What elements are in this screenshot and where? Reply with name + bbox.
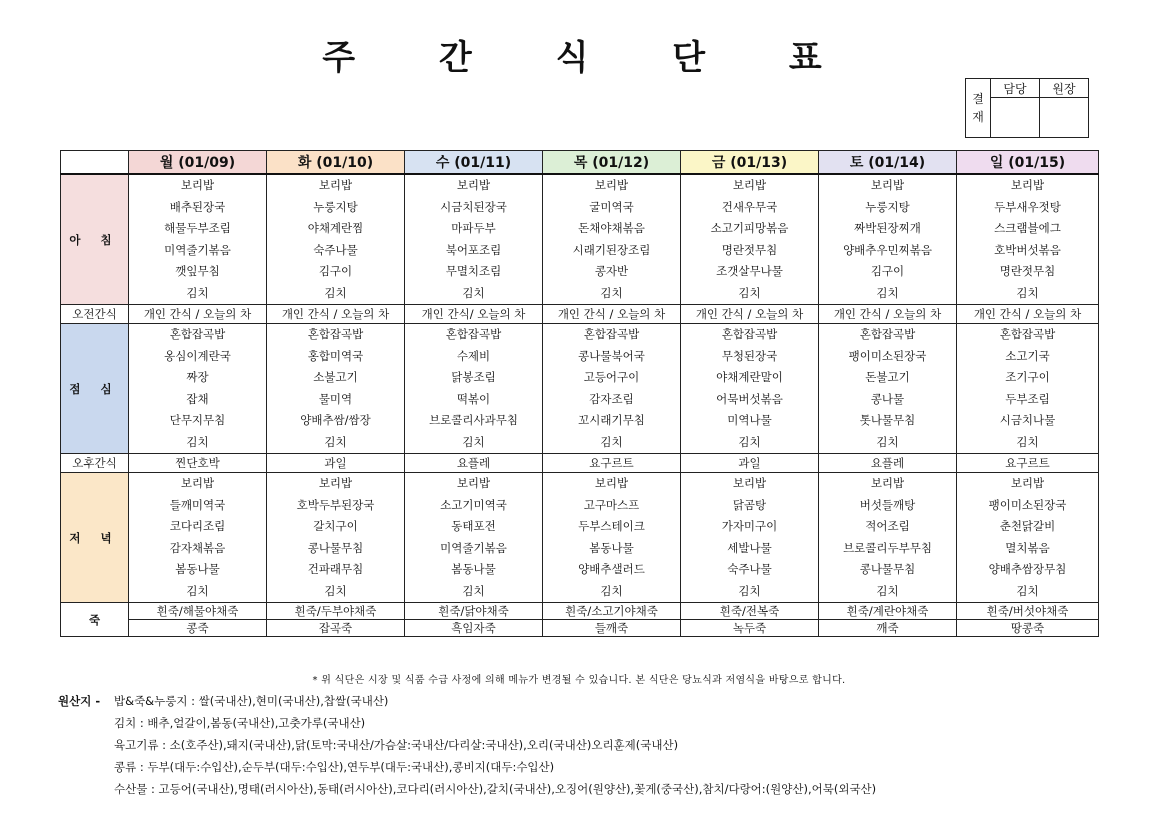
menu-item: 누룽지탕 bbox=[865, 199, 910, 214]
afternoon-snack-cell-wed: 요플레 bbox=[405, 454, 543, 473]
juk-cell-1-mon: 흰죽/해물야채죽 bbox=[129, 603, 267, 620]
breakfast-label: 아 침 bbox=[61, 174, 129, 305]
menu-item: 김치 bbox=[600, 434, 623, 449]
afternoon-snack-cell-fri: 과일 bbox=[681, 454, 819, 473]
menu-item: 시금치된장국 bbox=[440, 199, 507, 214]
menu-item: 야채계란말이 bbox=[716, 370, 783, 384]
afternoon-snack-cell-tue: 과일 bbox=[267, 454, 405, 473]
breakfast-cell-wed bbox=[405, 174, 543, 305]
menu-item: 보리밥 bbox=[870, 476, 905, 490]
menu-item: 조갯살무나물 bbox=[716, 264, 783, 278]
menu-item: 돈불고기 bbox=[865, 370, 910, 384]
breakfast-cell-mon bbox=[129, 174, 267, 305]
menu-item: 보리밥 bbox=[870, 178, 905, 192]
origin-info bbox=[58, 690, 876, 800]
menu-item: 깻잎무침 bbox=[175, 264, 220, 278]
menu-item: 보리밥 bbox=[456, 178, 491, 192]
menu-item: 양배추샐러드 bbox=[578, 562, 645, 576]
juk-row-2 bbox=[61, 620, 1099, 637]
dinner-cell-mon bbox=[129, 473, 267, 603]
origin-line-text: 밥&죽&누룽지 : 쌀(국내산),현미(국내산),찹쌀(국내산) bbox=[114, 694, 389, 708]
menu-item: 감자조림 bbox=[589, 391, 634, 406]
menu-item: 김치 bbox=[186, 434, 209, 449]
menu-item: 김치 bbox=[738, 285, 761, 300]
menu-item: 혼합잡곡밥 bbox=[583, 327, 640, 341]
menu-item: 미역줄기볶음 bbox=[164, 242, 231, 257]
morning-snack-cell-wed: 개인 간식/ 오늘의 차 bbox=[405, 305, 543, 324]
juk-cell-2-fri: 녹두죽 bbox=[681, 620, 819, 637]
menu-item: 보리밥 bbox=[732, 476, 767, 490]
juk-cell-2-mon: 콩죽 bbox=[129, 620, 267, 637]
approval-sign-manager bbox=[991, 98, 1040, 138]
menu-item: 혼합잡곡밥 bbox=[445, 327, 502, 341]
menu-item: 팽이미소된장국 bbox=[848, 348, 927, 363]
menu-item: 수제비 bbox=[456, 348, 491, 363]
breakfast-row bbox=[61, 174, 1099, 305]
morning-snack-label: 오전간식 bbox=[61, 305, 129, 324]
menu-item: 김치 bbox=[600, 583, 623, 598]
menu-item: 김치 bbox=[1016, 434, 1039, 449]
lunch-cell-fri bbox=[681, 324, 819, 454]
dinner-cell-sat bbox=[819, 473, 957, 603]
breakfast-cell-sat bbox=[819, 174, 957, 305]
juk-cell-2-sun: 땅콩죽 bbox=[957, 620, 1099, 637]
menu-item: 배추된장국 bbox=[169, 199, 226, 214]
menu-item: 김치 bbox=[324, 434, 347, 449]
menu-item: 코다리조림 bbox=[169, 519, 226, 533]
menu-item: 마파두부 bbox=[451, 221, 496, 235]
menu-item: 시래기된장조림 bbox=[572, 242, 651, 257]
menu-item: 혼합잡곡밥 bbox=[999, 327, 1056, 341]
menu-item: 소고기피망볶음 bbox=[710, 221, 789, 235]
menu-item: 두부조림 bbox=[1005, 391, 1050, 406]
menu-item: 봄동나물 bbox=[589, 540, 634, 555]
menu-item: 보리밥 bbox=[1010, 178, 1045, 192]
menu-item: 봄동나물 bbox=[175, 562, 220, 576]
afternoon-snack-label: 오후간식 bbox=[61, 454, 129, 473]
juk-cell-1-sat: 흰죽/계란야채죽 bbox=[819, 603, 957, 620]
menu-item: 김치 bbox=[462, 285, 485, 300]
morning-snack-row bbox=[61, 305, 1099, 324]
juk-cell-1-tue: 흰죽/두부야채죽 bbox=[267, 603, 405, 620]
menu-item: 짜박된장찌개 bbox=[854, 221, 921, 235]
menu-item: 콩나물무침 bbox=[859, 562, 916, 576]
menu-item: 고구마스프 bbox=[583, 497, 640, 512]
menu-item: 버섯들깨탕 bbox=[859, 497, 916, 512]
origin-line bbox=[58, 712, 876, 734]
morning-snack-cell-mon: 개인 간식 / 오늘의 차 bbox=[129, 305, 267, 324]
menu-item: 북어포조림 bbox=[445, 242, 502, 257]
menu-item: 김치 bbox=[876, 434, 899, 449]
day-header-sun: 일 (01/15) bbox=[957, 151, 1099, 175]
menu-item: 시금치나물 bbox=[999, 413, 1056, 427]
dinner-row bbox=[61, 473, 1099, 603]
menu-item: 숙주나물 bbox=[727, 562, 772, 576]
menu-item: 두부새우젓탕 bbox=[994, 199, 1061, 214]
origin-line bbox=[58, 778, 876, 800]
menu-item: 돈채야채볶음 bbox=[578, 221, 645, 235]
menu-item: 양배추우민찌볶음 bbox=[843, 242, 932, 257]
lunch-cell-tue bbox=[267, 324, 405, 454]
afternoon-snack-cell-thu: 요구르트 bbox=[543, 454, 681, 473]
approval-sign-director bbox=[1040, 98, 1089, 138]
menu-item: 명란젓무침 bbox=[721, 242, 778, 257]
menu-item: 적어조림 bbox=[865, 519, 910, 533]
origin-line bbox=[58, 756, 876, 778]
menu-item: 가자미구이 bbox=[721, 519, 778, 533]
menu-item: 보리밥 bbox=[456, 476, 491, 490]
menu-item: 김치 bbox=[876, 583, 899, 598]
menu-item: 고등어구이 bbox=[583, 370, 640, 384]
menu-item: 숙주나물 bbox=[313, 242, 358, 257]
menu-item: 양배추쌈장무침 bbox=[988, 562, 1067, 576]
menu-note: * 위 식단은 시장 및 식품 수급 사정에 의해 메뉴가 변경될 수 있습니다. 본 식단은 당뇨식과 저염식을 바탕으로 합니다. bbox=[312, 675, 846, 686]
origin-line-text: 육고기류 : 소(호주산),돼지(국내산),닭(토막:국내산/가슴살:국내산/다리살:국내산),오리(국내산)오리훈제(국내산) bbox=[114, 738, 679, 752]
menu-item: 혼합잡곡밥 bbox=[859, 327, 916, 341]
morning-snack-cell-fri: 개인 간식 / 오늘의 차 bbox=[681, 305, 819, 324]
morning-snack-cell-sat: 개인 간식 / 오늘의 차 bbox=[819, 305, 957, 324]
menu-item: 무청된장국 bbox=[721, 348, 778, 363]
origin-line-text: 콩류 : 두부(대두:수입산),순두부(대두:수입산),연두부(대두:국내산),콩비지(대두:수입산) bbox=[114, 760, 555, 774]
day-header-fri: 금 (01/13) bbox=[681, 151, 819, 175]
menu-item: 혼합잡곡밥 bbox=[721, 327, 778, 341]
menu-item: 해물두부조림 bbox=[164, 221, 231, 235]
lunch-cell-thu bbox=[543, 324, 681, 454]
juk-cell-1-sun: 흰죽/버섯야채죽 bbox=[957, 603, 1099, 620]
menu-item: 어묵버섯볶음 bbox=[716, 391, 783, 406]
dinner-label: 저 녁 bbox=[61, 473, 129, 603]
menu-item: 김치 bbox=[324, 583, 347, 598]
juk-cell-2-tue: 잡곡죽 bbox=[267, 620, 405, 637]
menu-item: 양배추쌈/쌈장 bbox=[300, 413, 371, 427]
menu-item: 보리밥 bbox=[594, 476, 629, 490]
menu-item: 미역줄기볶음 bbox=[440, 540, 507, 555]
menu-item: 브로콜리사과무침 bbox=[429, 413, 518, 427]
breakfast-cell-tue bbox=[267, 174, 405, 305]
menu-item: 닭봉조림 bbox=[451, 370, 496, 384]
menu-item: 보리밥 bbox=[594, 178, 629, 192]
juk-cell-2-sat: 깨죽 bbox=[819, 620, 957, 637]
lunch-cell-sun bbox=[957, 324, 1099, 454]
menu-item: 두부스테이크 bbox=[578, 519, 645, 533]
menu-item: 콩자반 bbox=[594, 264, 629, 278]
day-header-wed: 수 (01/11) bbox=[405, 151, 543, 175]
origin-line-text: 김치 : 배추,얼갈이,봄동(국내산),고춧가루(국내산) bbox=[114, 716, 366, 730]
menu-item: 누룽지탕 bbox=[313, 199, 358, 214]
morning-snack-cell-sun: 개인 간식 / 오늘의 차 bbox=[957, 305, 1099, 324]
breakfast-cell-sun bbox=[957, 174, 1099, 305]
lunch-label: 점 심 bbox=[61, 324, 129, 454]
menu-item: 혼합잡곡밥 bbox=[307, 327, 364, 341]
breakfast-cell-fri bbox=[681, 174, 819, 305]
menu-item: 야채계란찜 bbox=[307, 221, 364, 235]
juk-row-1 bbox=[61, 603, 1099, 620]
approval-col-manager: 담당 bbox=[991, 79, 1040, 98]
weekly-menu-table bbox=[60, 150, 1099, 637]
menu-item: 봄동나물 bbox=[451, 562, 496, 576]
menu-item: 닭곰탕 bbox=[732, 497, 767, 512]
menu-item: 김치 bbox=[738, 434, 761, 449]
menu-item: 꼬시래기무침 bbox=[578, 413, 645, 427]
juk-cell-1-thu: 흰죽/소고기야채죽 bbox=[543, 603, 681, 620]
dinner-cell-wed bbox=[405, 473, 543, 603]
lunch-row bbox=[61, 324, 1099, 454]
approval-side-label-2: 재 bbox=[972, 110, 984, 124]
afternoon-snack-cell-sun: 요구르트 bbox=[957, 454, 1099, 473]
menu-item: 콩나물 bbox=[870, 391, 905, 406]
juk-cell-2-thu: 들깨죽 bbox=[543, 620, 681, 637]
menu-item: 김치 bbox=[600, 285, 623, 300]
juk-cell-1-wed: 흰죽/닭야채죽 bbox=[405, 603, 543, 620]
afternoon-snack-row bbox=[61, 454, 1099, 473]
menu-item: 굴미역국 bbox=[589, 199, 634, 214]
day-header-tue: 화 (01/10) bbox=[267, 151, 405, 175]
lunch-cell-wed bbox=[405, 324, 543, 454]
approval-side-label bbox=[966, 79, 991, 138]
approval-col-director: 원장 bbox=[1040, 79, 1089, 98]
menu-item: 동태포전 bbox=[451, 519, 496, 533]
menu-item: 김치 bbox=[876, 285, 899, 300]
menu-item: 들깨미역국 bbox=[169, 497, 226, 512]
menu-item: 무멸치조림 bbox=[445, 264, 502, 278]
morning-snack-cell-tue: 개인 간식 / 오늘의 차 bbox=[267, 305, 405, 324]
approval-side-label-1: 결 bbox=[972, 92, 984, 106]
menu-item: 브로콜리두부무침 bbox=[843, 540, 932, 555]
menu-item: 팽이미소된장국 bbox=[988, 497, 1067, 512]
day-header-row bbox=[61, 151, 1099, 175]
menu-item: 김구이 bbox=[318, 264, 353, 278]
menu-item: 김치 bbox=[186, 285, 209, 300]
breakfast-cell-thu bbox=[543, 174, 681, 305]
morning-snack-cell-thu: 개인 간식 / 오늘의 차 bbox=[543, 305, 681, 324]
menu-item: 소고기국 bbox=[1005, 348, 1050, 363]
menu-item: 김치 bbox=[1016, 583, 1039, 598]
menu-item: 콩나물북어국 bbox=[578, 348, 645, 363]
menu-item: 호박버섯볶음 bbox=[994, 242, 1061, 257]
juk-label: 죽 bbox=[61, 603, 129, 637]
menu-item: 춘천닭갈비 bbox=[999, 519, 1056, 533]
menu-item: 갈치구이 bbox=[313, 519, 358, 533]
menu-item: 보리밥 bbox=[180, 476, 215, 490]
menu-item: 조기구이 bbox=[1005, 370, 1050, 384]
day-header-mon: 월 (01/09) bbox=[129, 151, 267, 175]
menu-item: 김치 bbox=[1016, 285, 1039, 300]
menu-item: 단무지무침 bbox=[169, 413, 226, 427]
menu-item: 물미역 bbox=[318, 391, 353, 406]
origin-line bbox=[58, 690, 876, 712]
menu-item: 멸치볶음 bbox=[1005, 540, 1050, 555]
menu-item: 김치 bbox=[462, 434, 485, 449]
menu-item: 보리밥 bbox=[318, 476, 353, 490]
menu-item: 건새우무국 bbox=[721, 199, 778, 214]
menu-item: 세발나물 bbox=[727, 540, 772, 555]
menu-item: 옹심이계란국 bbox=[164, 348, 231, 363]
menu-item: 김치 bbox=[186, 583, 209, 598]
menu-item: 김치 bbox=[324, 285, 347, 300]
dinner-cell-tue bbox=[267, 473, 405, 603]
menu-item: 소고기미역국 bbox=[440, 497, 507, 512]
lunch-cell-sat bbox=[819, 324, 957, 454]
dinner-cell-thu bbox=[543, 473, 681, 603]
afternoon-snack-cell-sat: 요플레 bbox=[819, 454, 957, 473]
juk-cell-1-fri: 흰죽/전복죽 bbox=[681, 603, 819, 620]
menu-item: 보리밥 bbox=[732, 178, 767, 192]
menu-item: 짜장 bbox=[186, 370, 209, 384]
origin-header: 원산지 - bbox=[58, 694, 101, 708]
menu-item: 김치 bbox=[462, 583, 485, 598]
afternoon-snack-cell-mon: 찐단호박 bbox=[129, 454, 267, 473]
menu-item: 건파래무침 bbox=[307, 562, 364, 576]
page-title: 주 간 식 단 표 bbox=[322, 38, 858, 78]
day-header-sat: 토 (01/14) bbox=[819, 151, 957, 175]
menu-item: 미역나물 bbox=[727, 413, 772, 427]
menu-item: 김구이 bbox=[870, 264, 905, 278]
menu-item: 김치 bbox=[738, 583, 761, 598]
menu-item: 혼합잡곡밥 bbox=[169, 327, 226, 341]
origin-line-text: 수산물 : 고등어(국내산),명태(러시아산),동태(러시아산),코다리(러시아산),갈치(국내산),오징어(원양산),꽃게(중국산),참치/다랑어:(원양산),어묵(외국산) bbox=[114, 782, 877, 796]
lunch-cell-mon bbox=[129, 324, 267, 454]
dinner-cell-fri bbox=[681, 473, 819, 603]
menu-item: 명란젓무침 bbox=[999, 264, 1056, 278]
menu-item: 홍합미역국 bbox=[307, 348, 364, 363]
menu-item: 호박두부된장국 bbox=[296, 497, 375, 512]
day-header-thu: 목 (01/12) bbox=[543, 151, 681, 175]
menu-item: 보리밥 bbox=[180, 178, 215, 192]
header-corner bbox=[61, 151, 129, 175]
origin-line bbox=[58, 734, 876, 756]
menu-item: 보리밥 bbox=[318, 178, 353, 192]
menu-item: 잡채 bbox=[186, 391, 209, 406]
menu-item: 보리밥 bbox=[1010, 476, 1045, 490]
menu-item: 스크램블에그 bbox=[994, 221, 1061, 235]
menu-item: 콩나물무침 bbox=[307, 540, 364, 555]
menu-item: 감자채볶음 bbox=[169, 540, 226, 555]
dinner-cell-sun bbox=[957, 473, 1099, 603]
menu-item: 소불고기 bbox=[313, 370, 358, 384]
menu-item: 떡볶이 bbox=[456, 391, 491, 406]
approval-box bbox=[965, 78, 1089, 138]
menu-item: 톳나물무침 bbox=[859, 413, 916, 427]
juk-cell-2-wed: 흑임자죽 bbox=[405, 620, 543, 637]
